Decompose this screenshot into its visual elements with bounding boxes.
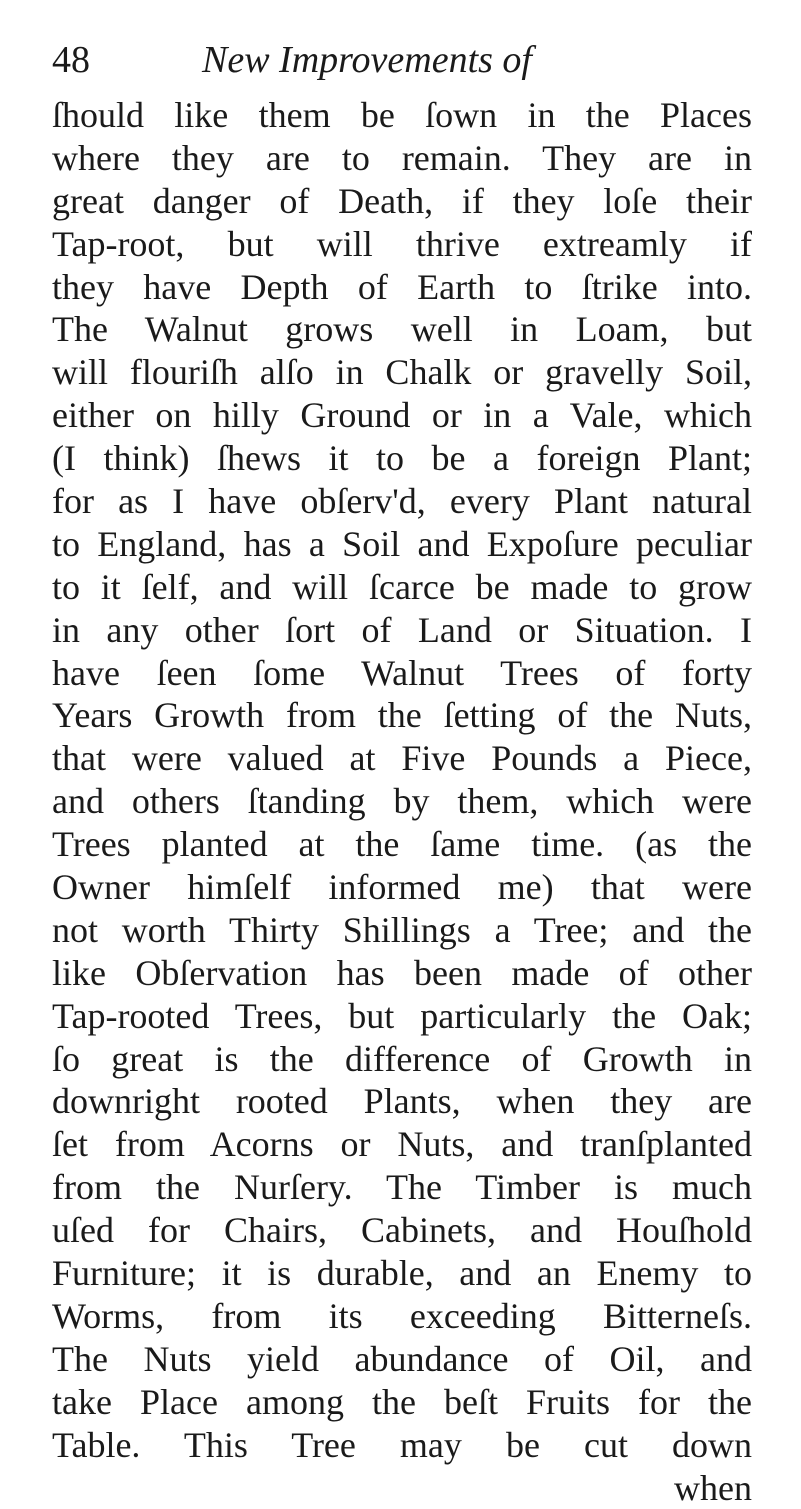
text-line: from the Nurſery. The Timber is much	[52, 1166, 752, 1209]
text-line: Owner himſelf informed me) that were	[52, 866, 752, 909]
catchword: when	[52, 1467, 752, 1509]
page-number: 48	[52, 40, 90, 80]
text-line: (I think) ſhews it to be a foreign Plant;	[52, 437, 752, 480]
text-line: either on hilly Ground or in a Vale, which	[52, 394, 752, 437]
text-line: downright rooted Plants, when they are	[52, 1080, 752, 1123]
text-line: to it ſelf, and will ſcarce be made to grow	[52, 566, 752, 609]
body-text	[52, 94, 752, 1509]
text-line: not worth Thirty Shillings a Tree; and the	[52, 909, 752, 952]
text-line: Furniture; it is durable, and an Enemy to	[52, 1252, 752, 1295]
text-line: The Nuts yield abundance of Oil, and	[52, 1338, 752, 1381]
text-line: for as I have obſerv'd, every Plant natural	[52, 480, 752, 523]
text-line: The Walnut grows well in Loam, but	[52, 308, 752, 351]
text-line: ſhould like them be ſown in the Places	[52, 94, 752, 137]
text-line: take Place among the beſt Fruits for the	[52, 1381, 752, 1424]
text-line: Tap-rooted Trees, but particularly the Oak;	[52, 995, 752, 1038]
text-line: Tap-root, but will thrive extreamly if	[52, 223, 752, 266]
text-line: uſed for Chairs, Cabinets, and Houſhold	[52, 1209, 752, 1252]
text-line: that were valued at Five Pounds a Piece,	[52, 737, 752, 780]
text-line: Worms, from its exceeding Bitterneſs.	[52, 1295, 752, 1338]
text-line: in any other ſort of Land or Situation. I	[52, 609, 752, 652]
text-line: Trees planted at the ſame time. (as the	[52, 823, 752, 866]
text-line: ſet from Acorns or Nuts, and tranſplanted	[52, 1123, 752, 1166]
text-line: ſo great is the difference of Growth in	[52, 1038, 752, 1081]
text-line: Years Growth from the ſetting of the Nuts,	[52, 694, 752, 737]
text-line: and others ſtanding by them, which were	[52, 780, 752, 823]
page-header	[52, 34, 752, 94]
text-line: to England, has a Soil and Expoſure peculiar	[52, 523, 752, 566]
text-line: they have Depth of Earth to ſtrike into.	[52, 266, 752, 309]
text-line: have ſeen ſome Walnut Trees of forty	[52, 652, 752, 695]
text-line: like Obſervation has been made of other	[52, 952, 752, 995]
text-line: will flouriſh alſo in Chalk or gravelly Soil,	[52, 351, 752, 394]
text-line: where they are to remain. They are in	[52, 137, 752, 180]
running-head: New Improvements of	[202, 40, 532, 80]
text-line: great danger of Death, if they loſe their	[52, 180, 752, 223]
text-line: Table. This Tree may be cut down	[52, 1424, 752, 1467]
